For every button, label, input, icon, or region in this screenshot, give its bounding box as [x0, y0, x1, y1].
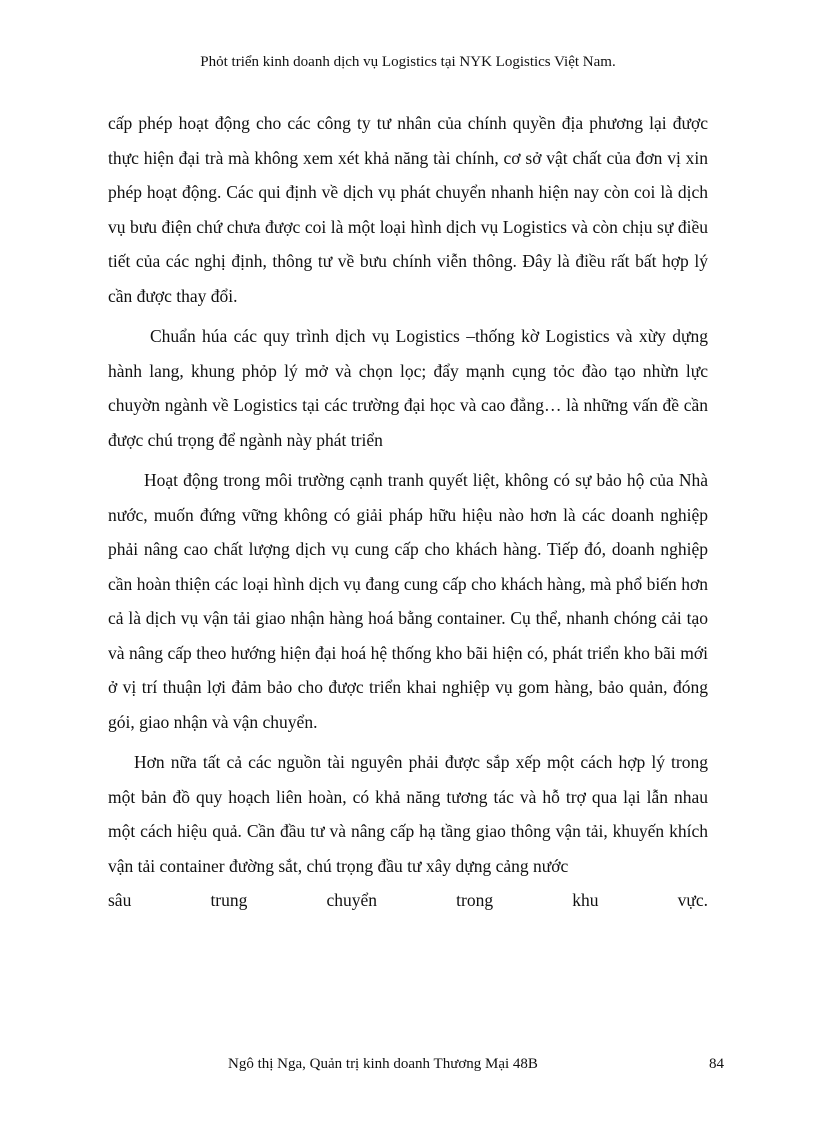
- last-line-word: trung: [210, 890, 248, 910]
- last-line-word: sâu: [108, 890, 132, 910]
- paragraph-3: Hoạt động trong môi trường cạnh tranh quyết liệt, không có sự bảo hộ của Nhà nước, muốn đứng vững không có giải pháp hữu hiệu nào hơn là các doanh nghiệp phải nâng cao chất lượng dịch vụ cung cấp cho khách hàng. Tiếp đó, doanh nghiệp cần hoàn thiện các loại hình dịch vụ đang cung cấp cho khách hàng, mà phổ biến hơn cả là dịch vụ vận tải giao nhận hàng hoá bằng container. Cụ thể, nhanh chóng cải tạo và nâng cấp theo hướng hiện đại hoá hệ thống kho bãi hiện có, phát triển kho bãi mới ở vị trí thuận lợi đảm bảo cho được triển khai nghiệp vụ gom hàng, bảo quản, đóng gói, giao nhận và vận chuyển.: [108, 470, 708, 732]
- last-line-word: khu: [572, 890, 599, 910]
- paragraph-4-text: Hơn nữa tất cả các nguồn tài nguyên phải được sắp xếp một cách hợp lý trong một bản đồ quy hoạch liên hoàn, có khả năng tương tác và hỗ trợ qua lại lẫn nhau một cách hiệu quả. Cần đầu tư và nâng cấp hạ tầng giao thông vận tải, khuyến khích vận tải container đường sắt, chú trọng đầu tư xây dựng cảng nước: [108, 752, 708, 876]
- last-line-word: trong: [456, 890, 494, 910]
- last-line-word: chuyển: [326, 890, 378, 910]
- body-text: [108, 106, 708, 918]
- paragraph-2: Chuẩn húa các quy trình dịch vụ Logistics –thống kờ Logistics và xừy dựng hành lang, khung phỏp lý mở và chọn lọc; đẩy mạnh cụng tỏc đào tạo nhừn lực chuyờn ngành về Logistics tại các trường đại học và cao đẳng… là những vấn đề cần được chú trọng để ngành này phát triển: [108, 326, 708, 450]
- footer-author: Ngô thị Nga, Quản trị kinh doanh Thương Mại 48B: [228, 1056, 538, 1072]
- paragraph-4-last-line: [108, 883, 708, 918]
- page-number: 84: [709, 1056, 724, 1072]
- page-footer: [108, 1054, 724, 1076]
- paragraph-1: cấp phép hoạt động cho các công ty tư nhân của chính quyền địa phương lại được thực hiện đại trà mà không xem xét khả năng tài chính, cơ sở vật chất của đơn vị xin phép hoạt động. Các qui định về dịch vụ phát chuyển nhanh hiện nay còn coi là dịch vụ bưu điện chứ chưa được coi là một loại hình dịch vụ Logistics và còn chịu sự điều tiết của các nghị định, thông tư về bưu chính viễn thông. Đây là điều rất bất hợp lý cần được thay đổi.: [108, 113, 708, 306]
- paragraph-4: [108, 745, 708, 883]
- running-header: Phỏt triển kinh doanh dịch vụ Logistics tại NYK Logistics Việt Nam.: [200, 54, 616, 70]
- last-line-word: vực.: [677, 890, 708, 910]
